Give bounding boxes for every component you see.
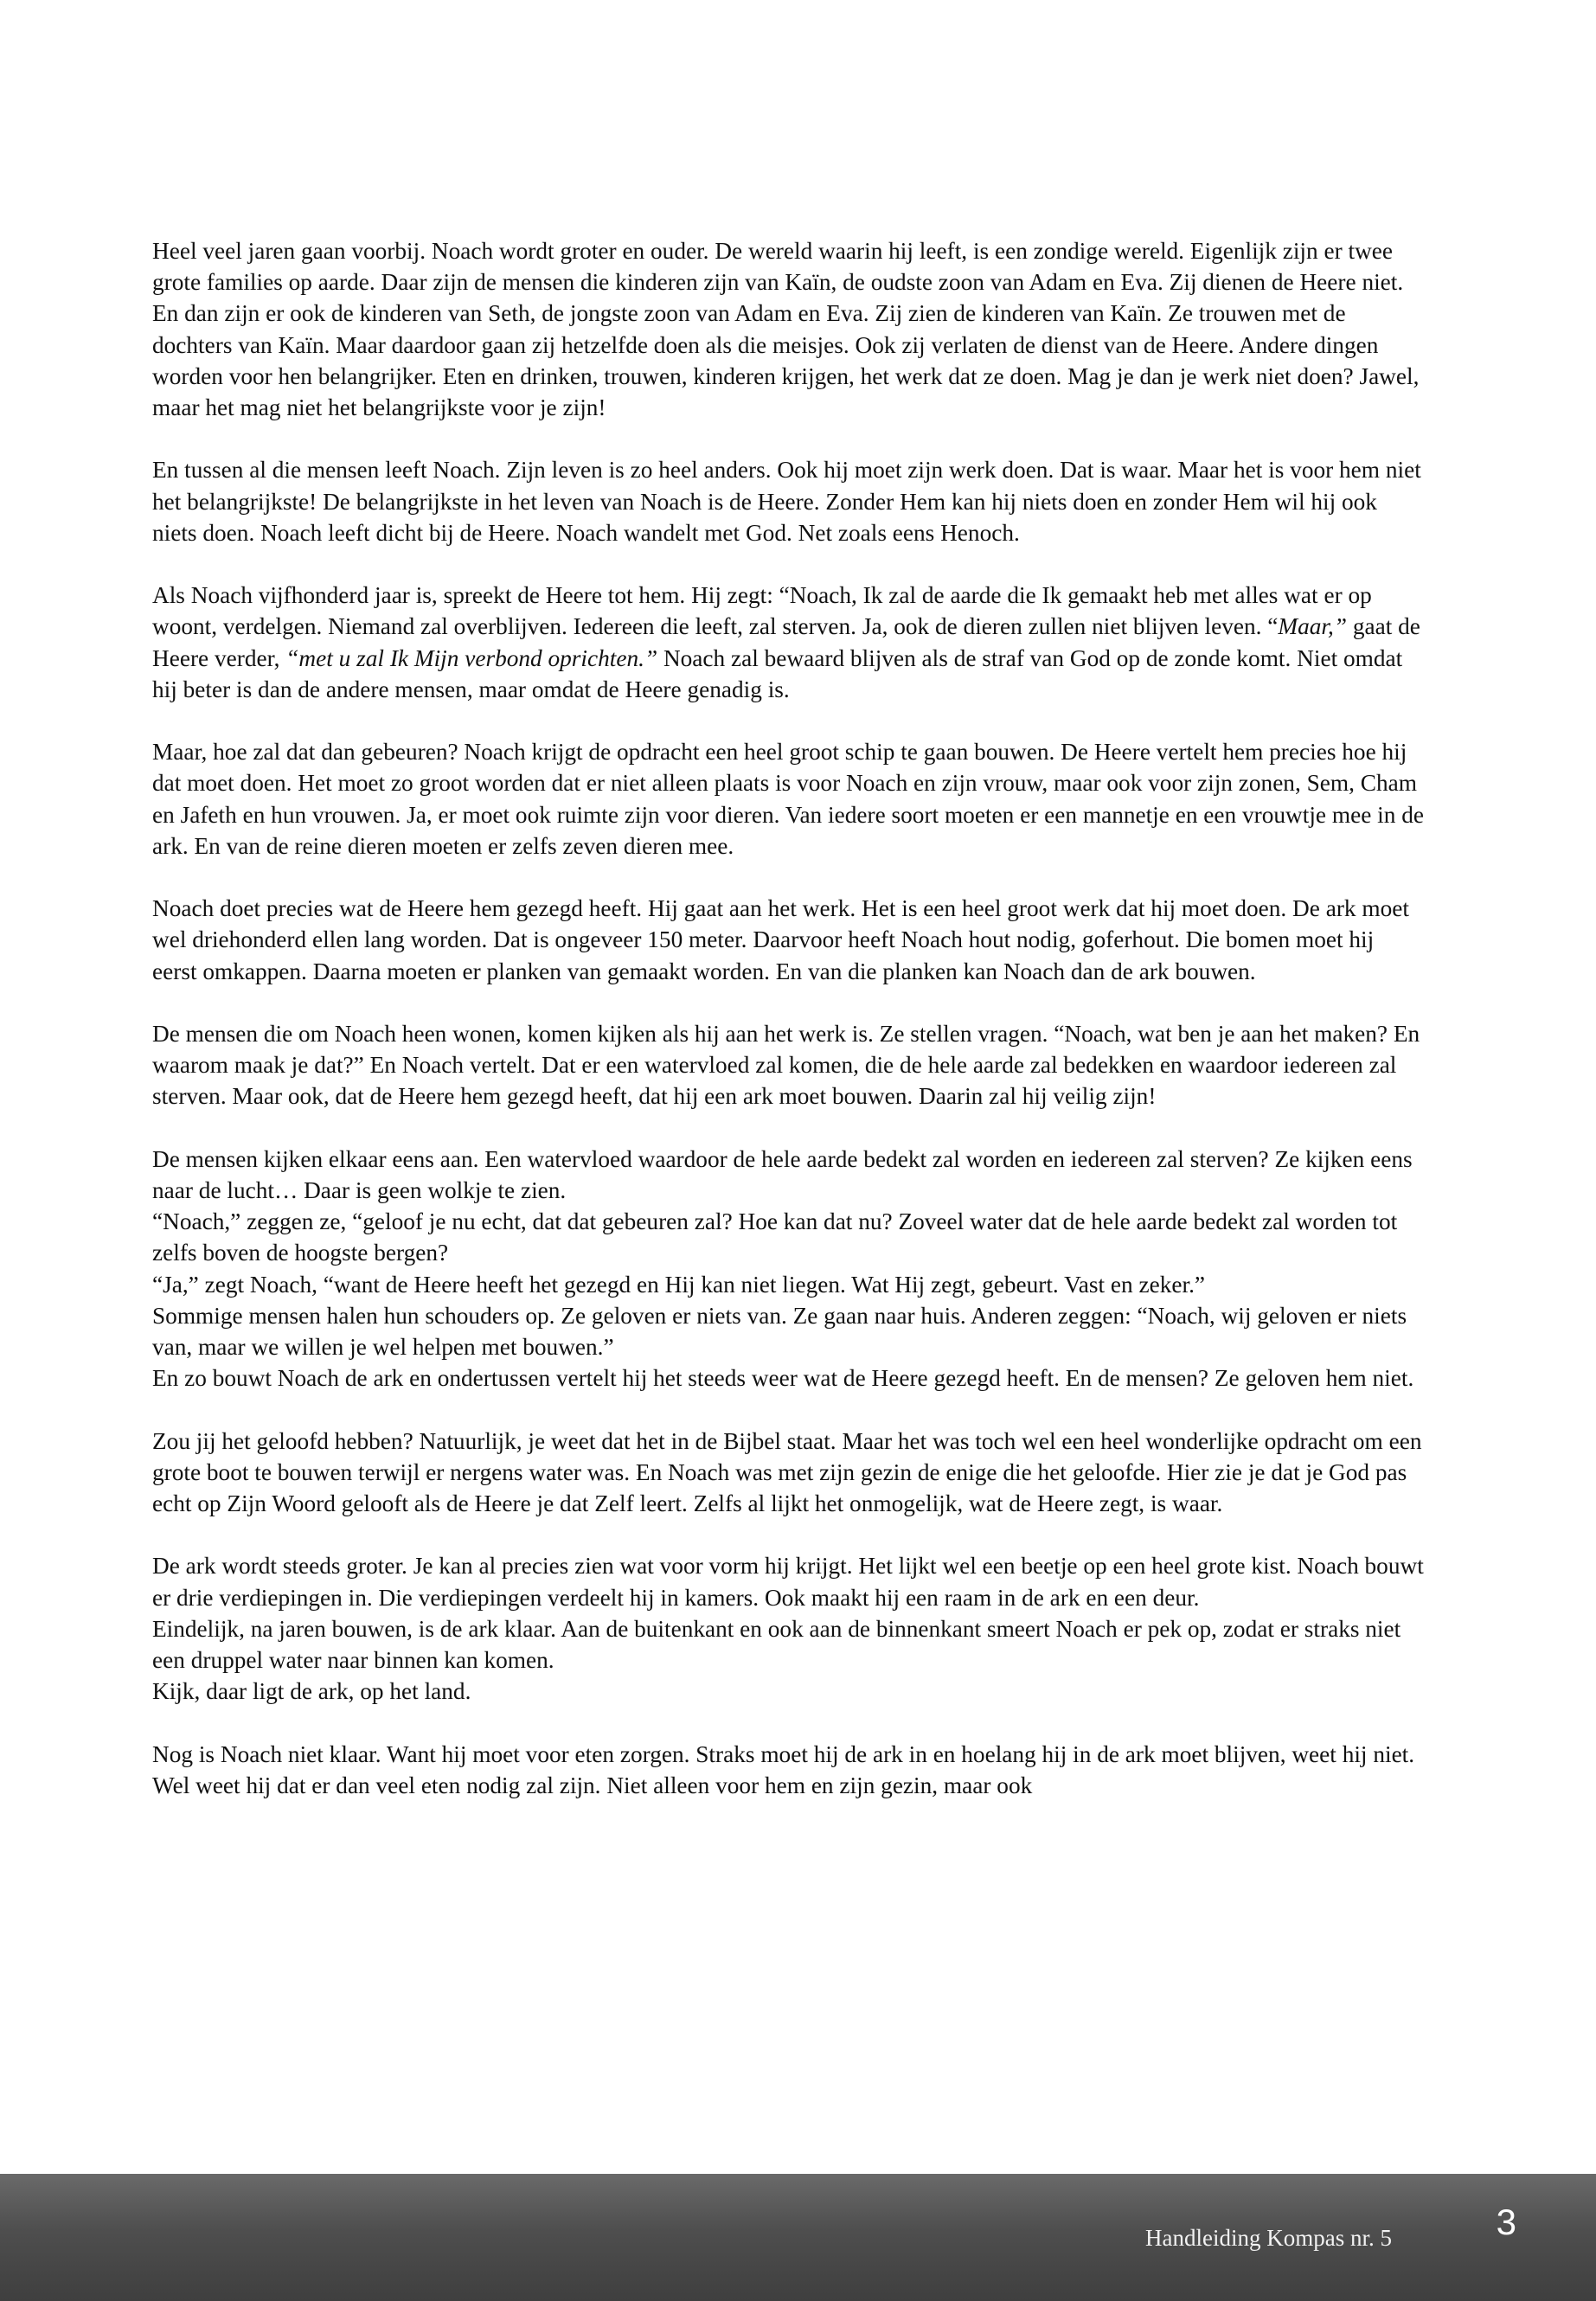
page-footer [0, 2174, 1596, 2301]
paragraph-with-quotes [152, 580, 1424, 705]
paragraph: Noach doet precies wat de Heere hem gezegd heeft. Hij gaat aan het werk. Het is een heel groot werk dat hij moet doen. De ark moet wel driehonderd ellen lang worden. Dat is ongeveer 150 meter. Daarvoor heeft Noach hout nodig, goferhout. Die bomen moet hij eerst omkappen. Daarna moeten er planken van gemaakt worden. En van die planken kan Noach dan de ark bouwen. [152, 895, 1409, 984]
paragraph: “Ja,” zegt Noach, “want de Heere heeft het gezegd en Hij kan niet liegen. Wat Hij zegt, gebeurt. Vast en zeker.” [152, 1271, 1206, 1298]
paragraph-text: Als Noach vijfhonderd jaar is, spreekt de Heere tot hem. Hij zegt: “Noach, Ik zal de aarde die Ik gemaakt heb met alles wat er op woont, verdelgen. Niemand zal overblijven. Iedereen die leeft, zal sterven. Ja, ook de dieren zullen niet blijven leven. “ [152, 582, 1372, 640]
paragraph: Maar, hoe zal dat dan gebeuren? Noach krijgt de opdracht een heel groot schip te gaan bouwen. De Heere vertelt hem precies hoe hij dat moet doen. Het moet zo groot worden dat er niet alleen plaats is voor Noach en zijn vrouw, maar ook voor zijn zonen, Sem, Cham en Jafeth en hun vrouwen. Ja, er moet ook ruimte zijn voor dieren. Van iedere soort moeten er een mannetje en een vrouwtje mee in de ark. En van de reine dieren moeten er zelfs zeven dieren mee. [152, 739, 1424, 859]
italic-quote: Maar,” [1278, 613, 1348, 640]
paragraph-text: gaat de Heere verder, [152, 613, 1420, 671]
paragraph: Zou jij het geloofd hebben? Natuurlijk, je weet dat het in de Bijbel staat. Maar het was toch wel een heel wonderlijke opdracht om een grote boot te bouwen terwijl er nergens water was. En Noach was met zijn gezin de enige die het geloofde. Hier zie je dat je God pas echt op Zijn Woord gelooft als de Heere je dat Zelf leert. Zelfs al lijkt het onmogelijk, wat de Heere zegt, is waar. [152, 1427, 1422, 1517]
footer-title: Handleiding Kompas nr. 5 [1145, 2225, 1392, 2251]
page-number: 3 [1496, 2202, 1516, 2242]
paragraph: Eindelijk, na jaren bouwen, is de ark klaar. Aan de buitenkant en ook aan de binnenkant smeert Noach er pek op, zodat er straks niet een druppel water naar binnen kan komen. [152, 1615, 1401, 1674]
paragraph: Heel veel jaren gaan voorbij. Noach wordt groter en ouder. De wereld waarin hij leeft, is een zondige wereld. Eigenlijk zijn er twee grote families op aarde. Daar zijn de mensen die kinderen zijn van Kaïn, de oudste zoon van Adam en Eva. Zij dienen de Heere niet. En dan zijn er ook de kinderen van Seth, de jongste zoon van Adam en Eva. Zij zien de kinderen van Kaïn. Ze trouwen met de dochters van Kaïn. Maar daardoor gaan zij hetzelfde doen als die meisjes. Ook zij verlaten de dienst van de Heere. Andere dingen worden voor hen belangrijker. Eten en drinken, trouwen, kinderen krijgen, het werk dat ze doen. Mag je dan je werk niet doen? Jawel, maar het mag niet het belangrijkste voor je zijn! [152, 238, 1420, 421]
paragraph: Sommige mensen halen hun schouders op. Ze geloven er niets van. Ze gaan naar huis. Anderen zeggen: “Noach, wij geloven er niets van, maar we willen je wel helpen met bouwen.” [152, 1302, 1407, 1361]
italic-quote: “met u zal Ik Mijn verbond oprichten.” [285, 644, 658, 671]
paragraph: En zo bouwt Noach de ark en ondertussen vertelt hij het steeds weer wat de Heere gezegd heeft. En de mensen? Ze geloven hem niet. [152, 1365, 1414, 1392]
paragraph: De mensen die om Noach heen wonen, komen kijken als hij aan het werk is. Ze stellen vragen. “Noach, wat ben je aan het maken? En waarom maak je dat?” En Noach vertelt. Dat er een watervloed zal komen, die de hele aarde zal bedekken en waardoor iedereen zal sterven. Maar ook, dat de Heere hem gezegd heeft, dat hij een ark moet bouwen. Daarin zal hij veilig zijn! [152, 1021, 1420, 1110]
paragraph-text: Noach zal bewaard blijven als de straf van God op de zonde komt. Niet omdat hij beter is dan de andere mensen, maar omdat de Heere genadig is. [152, 644, 1403, 702]
paragraph: De ark wordt steeds groter. Je kan al precies zien wat voor vorm hij krijgt. Het lijkt wel een beetje op een heel grote kist. Noach bouwt er drie verdiepingen in. Die verdiepingen verdeelt hij in kamers. Ook maakt hij een raam in de ark en een deur. [152, 1553, 1424, 1611]
paragraph: En tussen al die mensen leeft Noach. Zijn leven is zo heel anders. Ook hij moet zijn werk doen. Dat is waar. Maar het is voor hem niet het belangrijkste! De belangrijkste in het leven van Noach is de Heere. Zonder Hem kan hij niets doen en zonder Hem wil hij ook niets doen. Noach leeft dicht bij de Heere. Noach wandelt met God. Net zoals eens Henoch. [152, 457, 1421, 546]
document-body [152, 235, 1424, 1801]
paragraph: Kijk, daar ligt de ark, op het land. [152, 1678, 471, 1705]
paragraph: Nog is Noach niet klaar. Want hij moet voor eten zorgen. Straks moet hij de ark in en hoelang hij in de ark moet blijven, weet hij niet. Wel weet hij dat er dan veel eten nodig zal zijn. Niet alleen voor hem en zijn gezin, maar ook [152, 1740, 1415, 1798]
paragraph: “Noach,” zeggen ze, “geloof je nu echt, dat dat gebeuren zal? Hoe kan dat nu? Zoveel water dat de hele aarde bedekt zal worden tot zelfs boven de hoogste bergen? [152, 1208, 1398, 1266]
paragraph: De mensen kijken elkaar eens aan. Een watervloed waardoor de hele aarde bedekt zal worden en iedereen zal sterven? Ze kijken eens naar de lucht… Daar is geen wolkje te zien. [152, 1145, 1413, 1203]
